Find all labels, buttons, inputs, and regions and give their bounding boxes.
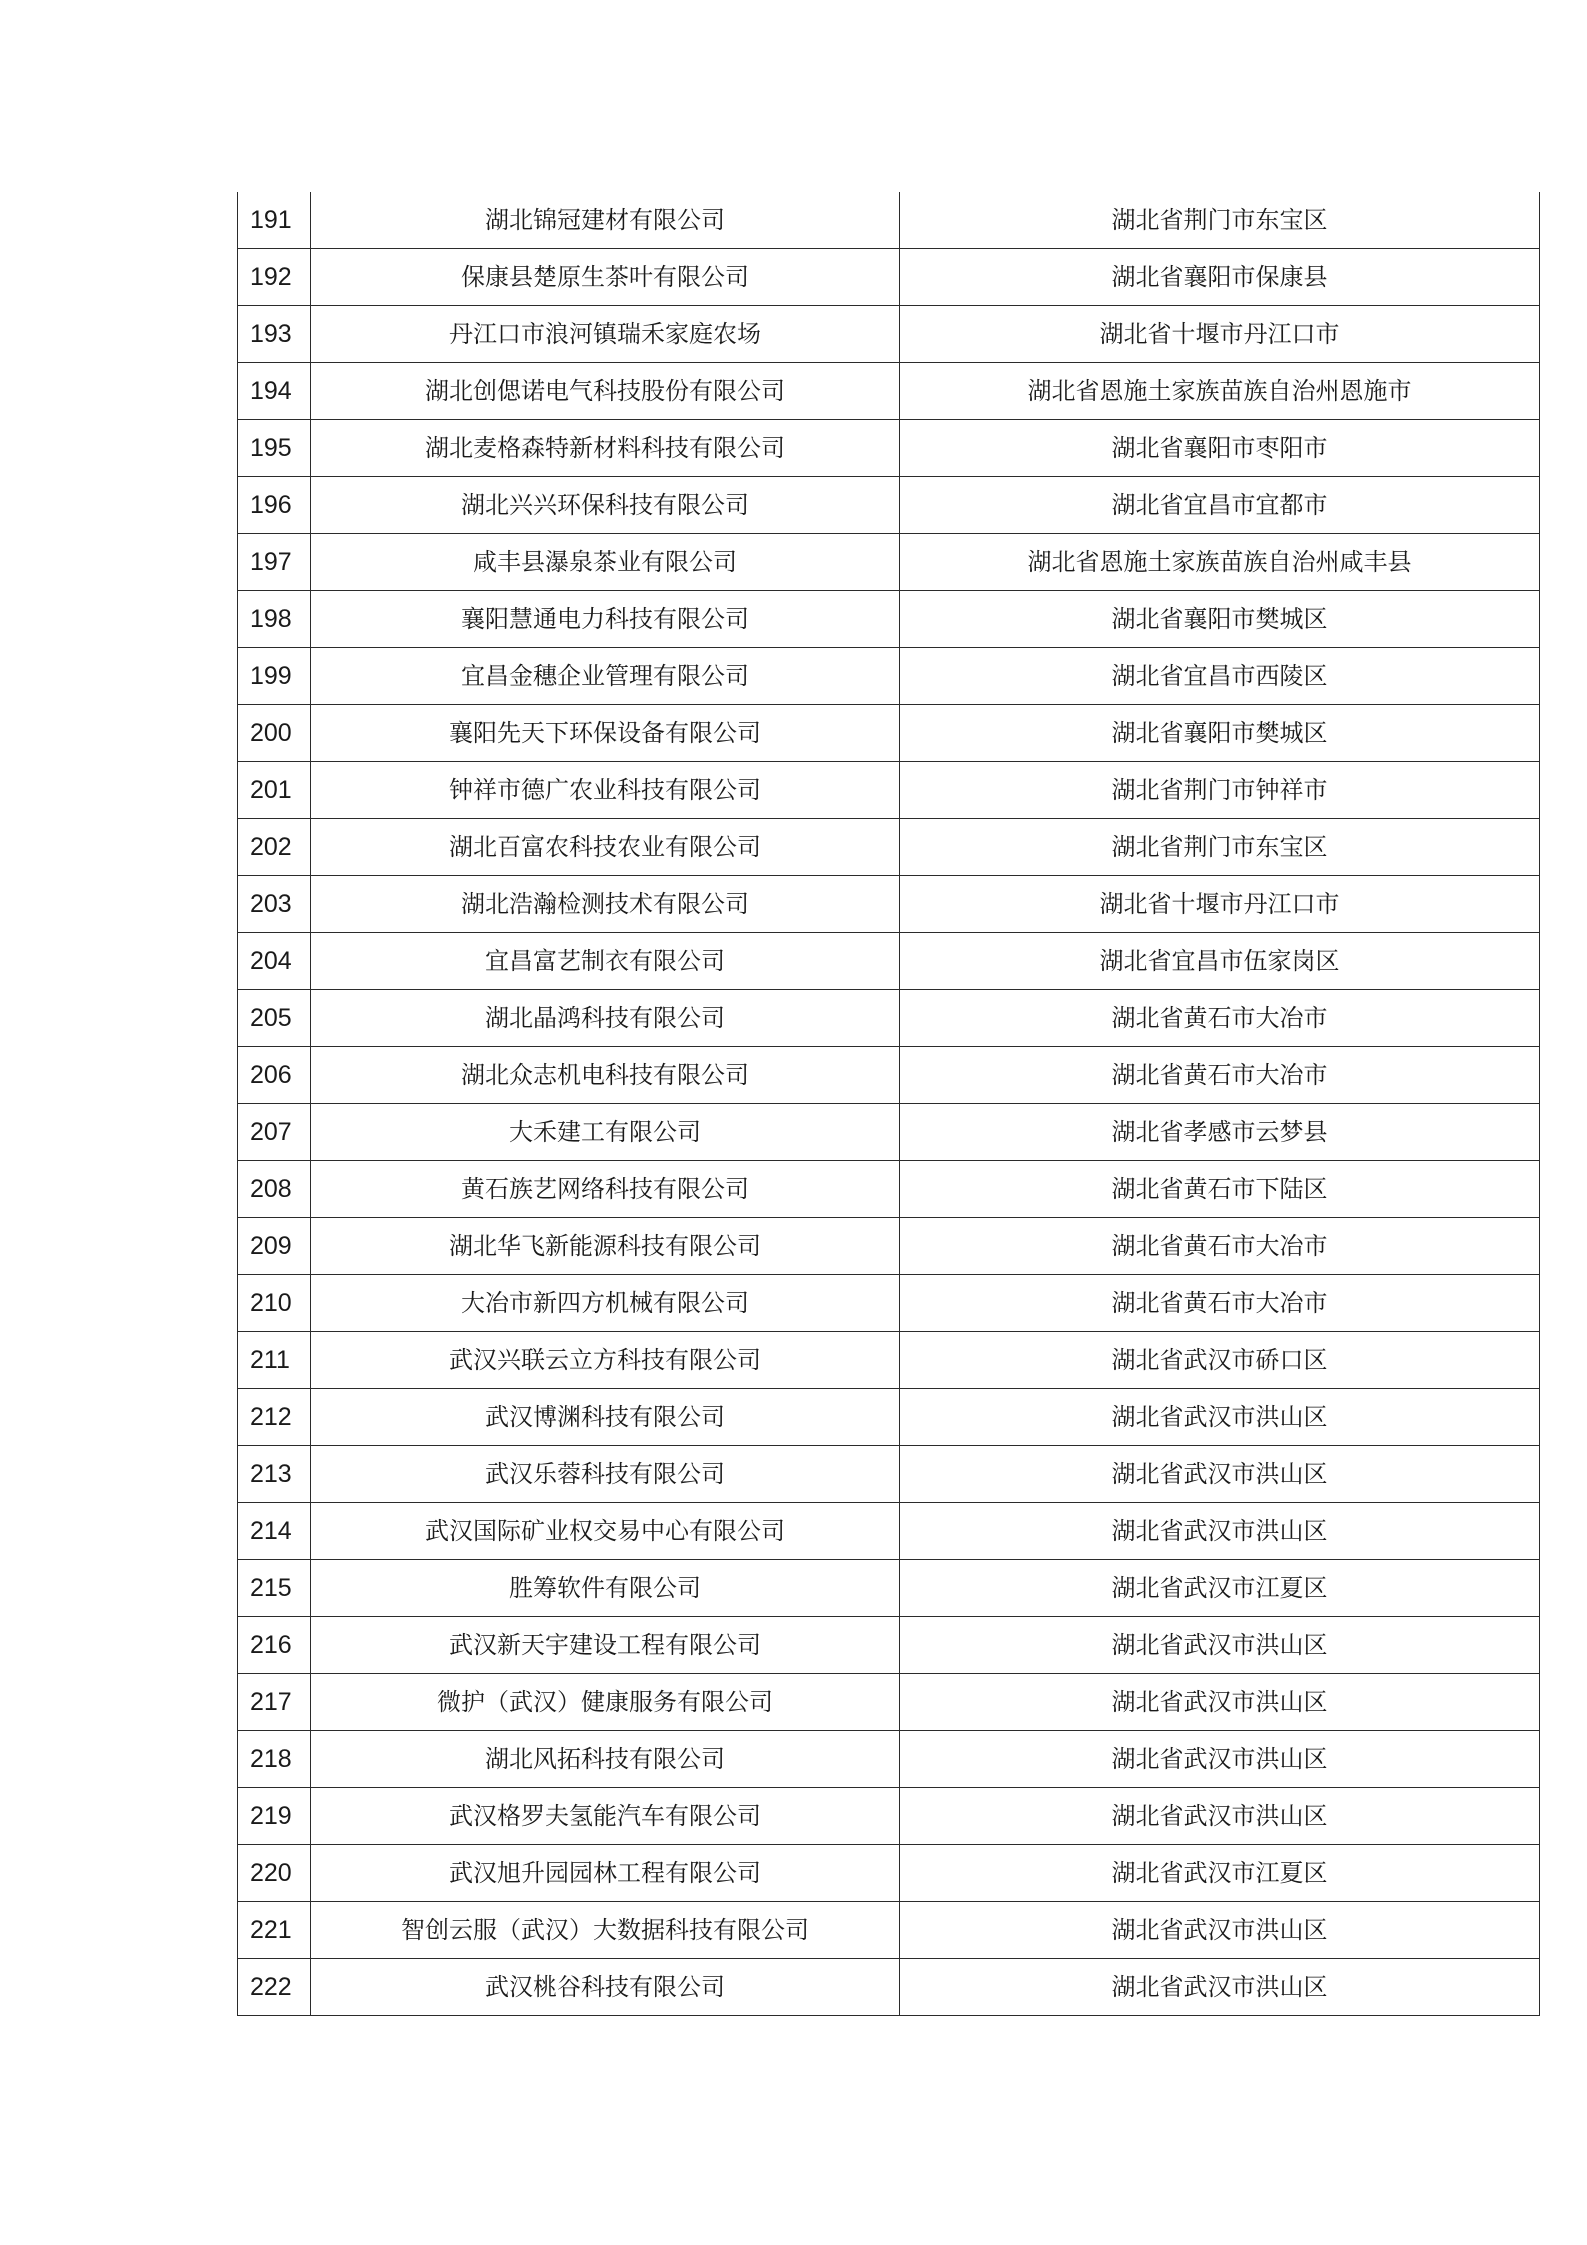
company-name-cell: 武汉格罗夫氢能汽车有限公司 [311,1788,900,1845]
row-number-cell: 216 [238,1617,311,1674]
location-cell: 湖北省襄阳市保康县 [900,249,1540,306]
row-number-cell: 198 [238,591,311,648]
row-number-cell: 203 [238,876,311,933]
company-name-cell: 丹江口市浪河镇瑞禾家庭农场 [311,306,900,363]
table-row [238,363,1540,420]
table-row [238,762,1540,819]
row-number-cell: 193 [238,306,311,363]
row-number-cell: 218 [238,1731,311,1788]
location-cell: 湖北省武汉市洪山区 [900,1902,1540,1959]
row-number-cell: 213 [238,1446,311,1503]
row-number-cell: 200 [238,705,311,762]
row-number-cell: 192 [238,249,311,306]
table-row [238,819,1540,876]
row-number-cell: 194 [238,363,311,420]
table-row [238,192,1540,249]
location-cell: 湖北省武汉市江夏区 [900,1845,1540,1902]
table-row [238,1332,1540,1389]
table-row [238,1959,1540,2016]
row-number-cell: 202 [238,819,311,876]
company-name-cell: 咸丰县瀑泉茶业有限公司 [311,534,900,591]
location-cell: 湖北省武汉市江夏区 [900,1560,1540,1617]
location-cell: 湖北省宜昌市宜都市 [900,477,1540,534]
location-cell: 湖北省襄阳市枣阳市 [900,420,1540,477]
location-cell: 湖北省恩施土家族苗族自治州咸丰县 [900,534,1540,591]
row-number-cell: 196 [238,477,311,534]
company-name-cell: 大禾建工有限公司 [311,1104,900,1161]
table-row [238,1161,1540,1218]
table-row [238,1560,1540,1617]
row-number-cell: 207 [238,1104,311,1161]
row-number-cell: 208 [238,1161,311,1218]
company-name-cell: 宜昌富艺制衣有限公司 [311,933,900,990]
company-name-cell: 湖北晶鸿科技有限公司 [311,990,900,1047]
table-row [238,1446,1540,1503]
table-row [238,1275,1540,1332]
table-row [238,1731,1540,1788]
table-row [238,1902,1540,1959]
company-name-cell: 大冶市新四方机械有限公司 [311,1275,900,1332]
row-number-cell: 211 [238,1332,311,1389]
row-number-cell: 195 [238,420,311,477]
row-number-cell: 221 [238,1902,311,1959]
table-row [238,1047,1540,1104]
location-cell: 湖北省黄石市大冶市 [900,990,1540,1047]
row-number-cell: 215 [238,1560,311,1617]
company-name-cell: 襄阳慧通电力科技有限公司 [311,591,900,648]
row-number-cell: 197 [238,534,311,591]
company-name-cell: 微护（武汉）健康服务有限公司 [311,1674,900,1731]
company-name-cell: 湖北浩瀚检测技术有限公司 [311,876,900,933]
row-number-cell: 210 [238,1275,311,1332]
location-cell: 湖北省武汉市洪山区 [900,1617,1540,1674]
table-row [238,249,1540,306]
table-row [238,1845,1540,1902]
company-name-cell: 湖北众志机电科技有限公司 [311,1047,900,1104]
row-number-cell: 219 [238,1788,311,1845]
row-number-cell: 220 [238,1845,311,1902]
row-number-cell: 201 [238,762,311,819]
company-name-cell: 湖北兴兴环保科技有限公司 [311,477,900,534]
location-cell: 湖北省武汉市洪山区 [900,1959,1540,2016]
location-cell: 湖北省襄阳市樊城区 [900,705,1540,762]
table-row [238,534,1540,591]
table-row [238,1218,1540,1275]
row-number-cell: 204 [238,933,311,990]
table-row [238,990,1540,1047]
table-row [238,1674,1540,1731]
table-row [238,705,1540,762]
company-name-cell: 湖北风拓科技有限公司 [311,1731,900,1788]
table-row [238,933,1540,990]
location-cell: 湖北省武汉市硚口区 [900,1332,1540,1389]
table-row [238,648,1540,705]
location-cell: 湖北省宜昌市伍家岗区 [900,933,1540,990]
location-cell: 湖北省武汉市洪山区 [900,1503,1540,1560]
table-row [238,306,1540,363]
row-number-cell: 199 [238,648,311,705]
company-name-cell: 武汉新天宇建设工程有限公司 [311,1617,900,1674]
table-body [238,192,1540,2016]
company-name-cell: 智创云服（武汉）大数据科技有限公司 [311,1902,900,1959]
table-row [238,420,1540,477]
company-name-cell: 武汉桃谷科技有限公司 [311,1959,900,2016]
table-row [238,591,1540,648]
location-cell: 湖北省武汉市洪山区 [900,1389,1540,1446]
company-name-cell: 武汉旭升园园林工程有限公司 [311,1845,900,1902]
location-cell: 湖北省黄石市大冶市 [900,1275,1540,1332]
company-name-cell: 保康县楚原生茶叶有限公司 [311,249,900,306]
location-cell: 湖北省荆门市钟祥市 [900,762,1540,819]
row-number-cell: 217 [238,1674,311,1731]
company-name-cell: 钟祥市德广农业科技有限公司 [311,762,900,819]
row-number-cell: 209 [238,1218,311,1275]
table-row [238,1788,1540,1845]
location-cell: 湖北省襄阳市樊城区 [900,591,1540,648]
location-cell: 湖北省武汉市洪山区 [900,1788,1540,1845]
company-name-cell: 湖北华飞新能源科技有限公司 [311,1218,900,1275]
company-list-table [237,192,1540,2016]
company-name-cell: 湖北锦冠建材有限公司 [311,192,900,249]
location-cell: 湖北省宜昌市西陵区 [900,648,1540,705]
row-number-cell: 191 [238,192,311,249]
company-name-cell: 黄石族艺网络科技有限公司 [311,1161,900,1218]
location-cell: 湖北省武汉市洪山区 [900,1674,1540,1731]
row-number-cell: 214 [238,1503,311,1560]
location-cell: 湖北省十堰市丹江口市 [900,306,1540,363]
location-cell: 湖北省荆门市东宝区 [900,819,1540,876]
location-cell: 湖北省黄石市大冶市 [900,1047,1540,1104]
table-row [238,876,1540,933]
table-row [238,1389,1540,1446]
company-name-cell: 湖北百富农科技农业有限公司 [311,819,900,876]
row-number-cell: 206 [238,1047,311,1104]
location-cell: 湖北省黄石市下陆区 [900,1161,1540,1218]
company-name-cell: 武汉兴联云立方科技有限公司 [311,1332,900,1389]
table-row [238,477,1540,534]
location-cell: 湖北省荆门市东宝区 [900,192,1540,249]
company-name-cell: 武汉乐蓉科技有限公司 [311,1446,900,1503]
company-name-cell: 武汉国际矿业权交易中心有限公司 [311,1503,900,1560]
table-row [238,1104,1540,1161]
table-row [238,1503,1540,1560]
location-cell: 湖北省武汉市洪山区 [900,1446,1540,1503]
location-cell: 湖北省恩施土家族苗族自治州恩施市 [900,363,1540,420]
company-name-cell: 胜筹软件有限公司 [311,1560,900,1617]
row-number-cell: 205 [238,990,311,1047]
company-name-cell: 宜昌金穗企业管理有限公司 [311,648,900,705]
location-cell: 湖北省黄石市大冶市 [900,1218,1540,1275]
table-row [238,1617,1540,1674]
location-cell: 湖北省武汉市洪山区 [900,1731,1540,1788]
row-number-cell: 222 [238,1959,311,2016]
company-name-cell: 湖北创偲诺电气科技股份有限公司 [311,363,900,420]
row-number-cell: 212 [238,1389,311,1446]
company-name-cell: 湖北麦格森特新材料科技有限公司 [311,420,900,477]
location-cell: 湖北省孝感市云梦县 [900,1104,1540,1161]
company-name-cell: 襄阳先天下环保设备有限公司 [311,705,900,762]
company-name-cell: 武汉博渊科技有限公司 [311,1389,900,1446]
location-cell: 湖北省十堰市丹江口市 [900,876,1540,933]
